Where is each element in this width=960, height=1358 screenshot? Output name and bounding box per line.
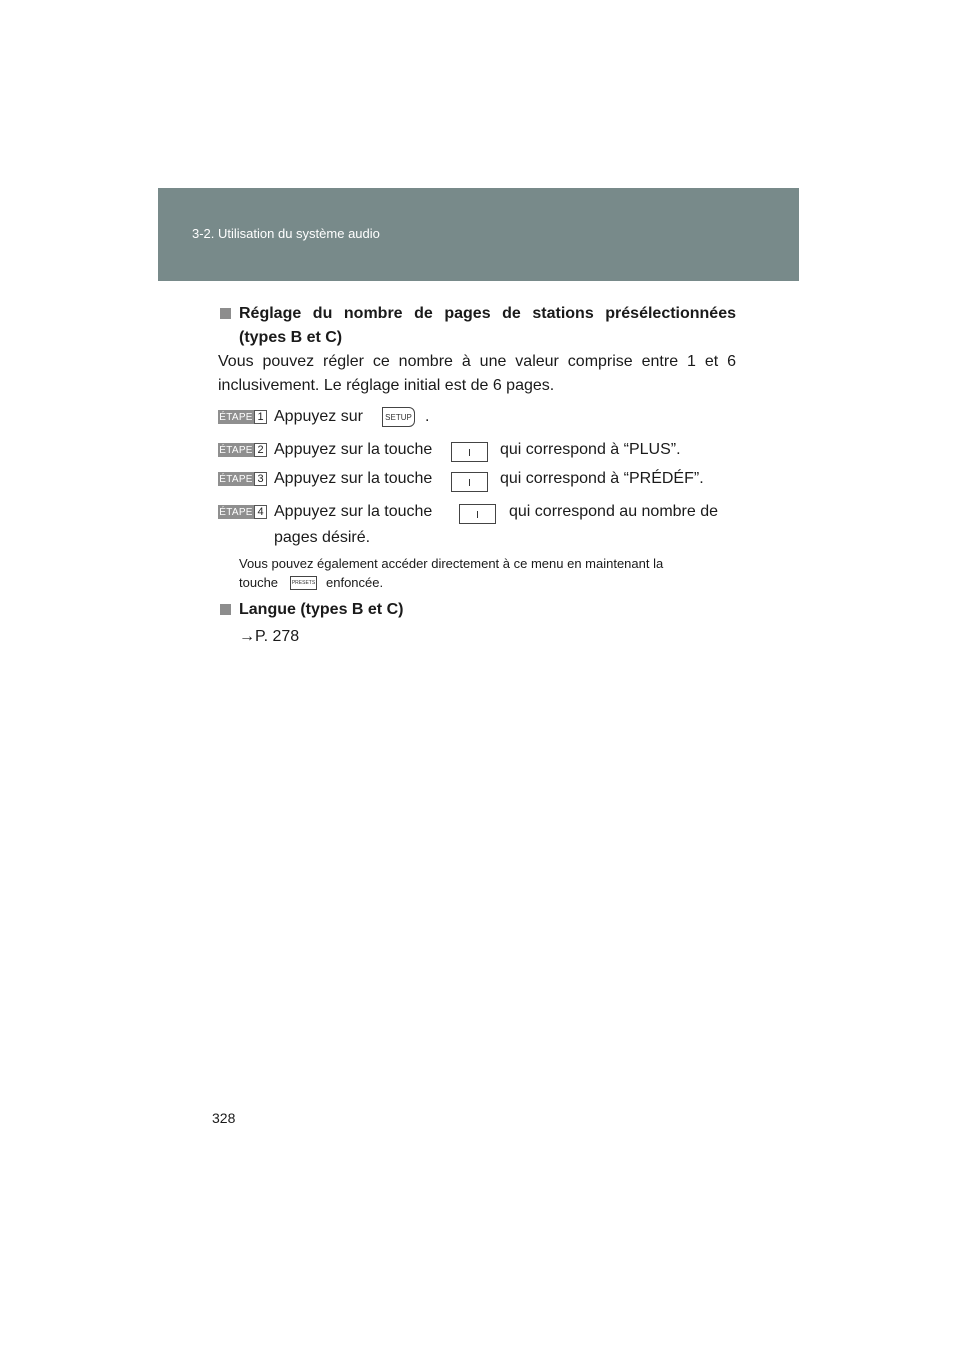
button-key-icon [459,504,496,524]
section-heading: Réglage du nombre de pages de stations présélectionnées (types B et C) [239,305,736,346]
setup-key-icon [382,407,415,427]
step-text: qui correspond au nombre de [509,503,719,520]
section-header [158,188,799,281]
note-line-2-after: enfoncée. [326,575,384,590]
page-reference: →P. 278 [239,628,300,645]
step-badge-4 [218,505,267,519]
step-text: Appuyez sur [274,408,363,425]
step-text: qui correspond à “PRÉDÉF”. [500,470,704,487]
step-badge-1 [218,410,267,424]
step-text: . [425,408,430,425]
key-label: SETUP [385,412,412,422]
button-key-icon [451,472,488,492]
step-number: 2 [254,443,267,457]
step-number: 4 [254,505,267,519]
step-text: Appuyez sur la touche [274,470,433,487]
key-label: PRESETS [291,580,316,586]
step-label: ÉTAPE [219,506,253,518]
step-badge-3 [218,472,267,486]
button-key-icon [451,442,488,462]
step-text: qui correspond à “PLUS”. [500,441,681,458]
step-label: ÉTAPE [219,473,253,485]
bullet-square-icon [220,604,231,615]
section-body: Vous pouvez régler ce nombre à une valeur comprise entre 1 et 6 inclusivement. Le réglage initial est de 6 pages. [218,353,736,394]
step-number: 3 [254,472,267,486]
section-title: 3-2. Utilisation du système audio [192,226,380,241]
page-number: 328 [212,1110,236,1126]
step-text-continued: pages désiré. [274,529,371,546]
section-heading: Langue (types B et C) [239,601,404,618]
note-line-2-before: touche [239,575,279,590]
step-label: ÉTAPE [219,411,253,423]
step-label: ÉTAPE [219,444,253,456]
step-text: Appuyez sur la touche [274,441,433,458]
step-text: Appuyez sur la touche [274,503,433,520]
step-number: 1 [254,410,267,424]
note-line-1: Vous pouvez également accéder directement à ce menu en maintenant la [239,556,664,571]
bullet-square-icon [220,308,231,319]
step-badge-2 [218,443,267,457]
presets-key-icon [290,576,317,590]
